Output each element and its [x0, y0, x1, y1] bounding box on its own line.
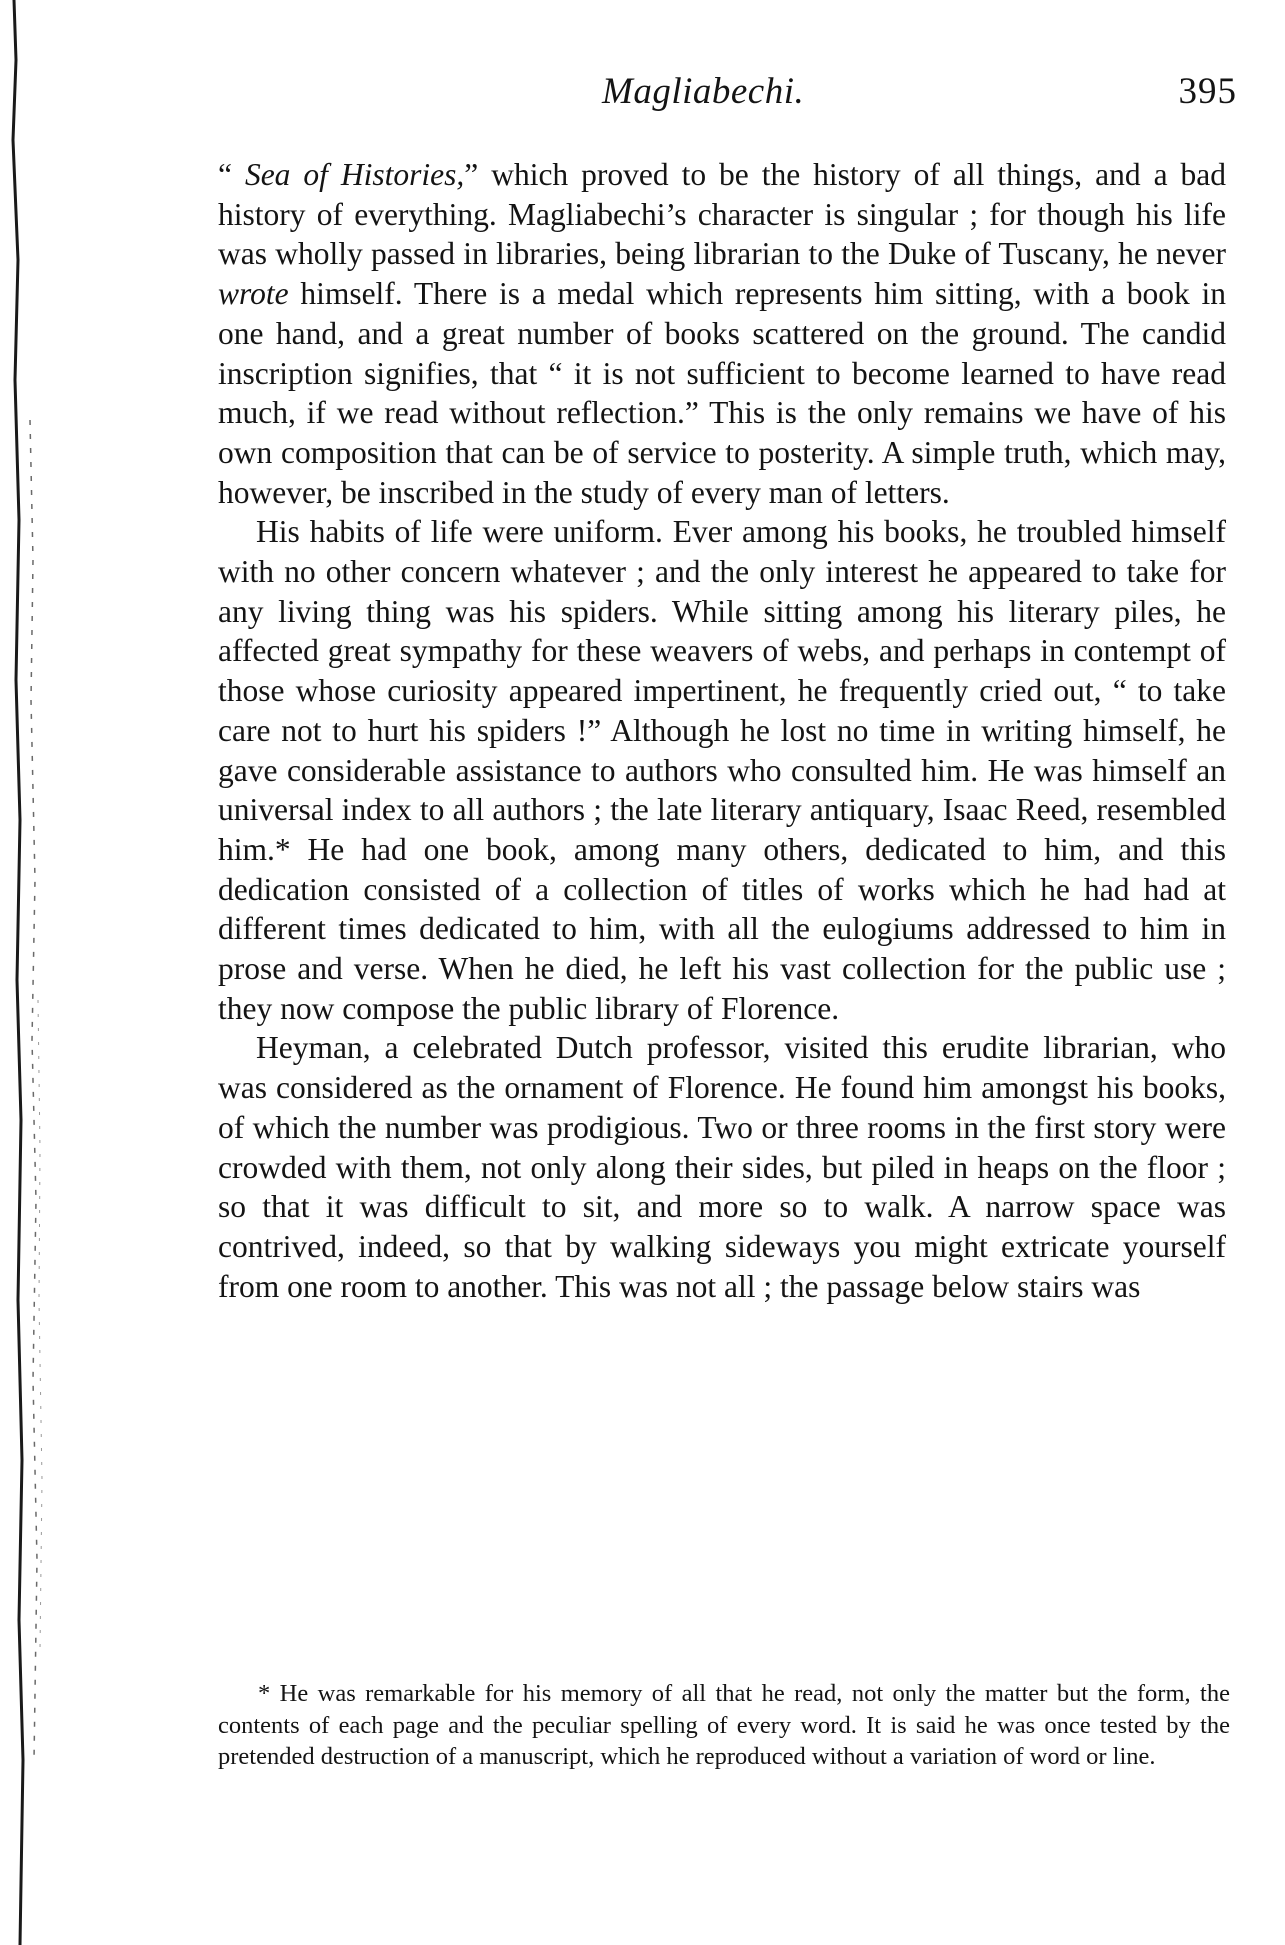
- text-segment: His habits of life were uniform. Ever among his books, he troubled himself with no other concern whatever ; and the only interest he appeared to take for any living thing was his spiders. While sitting among his literary piles, he affected great sympathy for these weavers of webs, and perhaps in contempt of those whose curiosity appeared impertinent, he frequently cried out, “ to take care not to hurt his spiders !” Although he lost no time in writing himself, he gave considerable assistance to authors who consulted him. He was himself an universal index to all authors ; the late literary antiquary, Isaac Reed, resembled him.* He had one book, among many others, dedicated to him, and this dedication consisted of a collection of titles of works which he had had at different times dedicated to him, with all the eulogiums addressed to him in prose and verse. When he died, he left his vast collection for the public use ; they now compose the public library of Florence.: [218, 514, 1226, 1026]
- italic-text: wrote: [218, 276, 289, 312]
- text-segment: ” which proved to be the history of all things, and a bad history of everything. Magliabechi’s character is singular ; for though his life was wholly passed in libraries, being librarian to the Duke of Tuscany, he never: [218, 157, 1226, 272]
- binding-edge-shadow: [0, 0, 60, 1945]
- page-number: 395: [1178, 71, 1237, 112]
- text-segment: Heyman, a celebrated Dutch professor, visited this erudite librarian, who was considered as the ornament of Florence. He found him amongst his books, of which the number was prodigious. Two or three rooms in the first story were crowded with them, not only along their sides, but piled in heaps on the floor ; so that it was difficult to sit, and more so to walk. A narrow space was contrived, indeed, so that by walking sideways you might extricate yourself from one room to another. This was not all ; the passage below stairs was: [218, 1030, 1226, 1304]
- text-segment: “: [218, 157, 245, 192]
- paragraph-2: [218, 512, 1226, 1028]
- running-head: [222, 70, 1237, 120]
- body-text: [218, 155, 1226, 1306]
- footnote: * He was remarkable for his memory of all that he read, not only the matter but the form, the contents of each page and the peculiar spelling of every word. It is said he was once tested by the pretended destruction of a manuscript, which he reproduced without a variation of word or line.: [218, 1680, 1230, 1770]
- text-segment: himself. There is a medal which represents him sitting, with a book in one hand, and a great number of books scattered on the ground. The candid inscription signifies, that “ it is not sufficient to become learned to have read much, if we read without reflection.” This is the only remains we have of his own composition that can be of service to posterity. A simple truth, which may, however, be inscribed in the study of every man of letters.: [218, 276, 1226, 510]
- running-title: Magliabechi.: [602, 71, 805, 112]
- paragraph-1: [218, 155, 1226, 512]
- binding-gutter: [0, 0, 60, 1945]
- paragraph-3: [218, 1028, 1226, 1306]
- italic-text: Sea of Histories,: [244, 157, 465, 192]
